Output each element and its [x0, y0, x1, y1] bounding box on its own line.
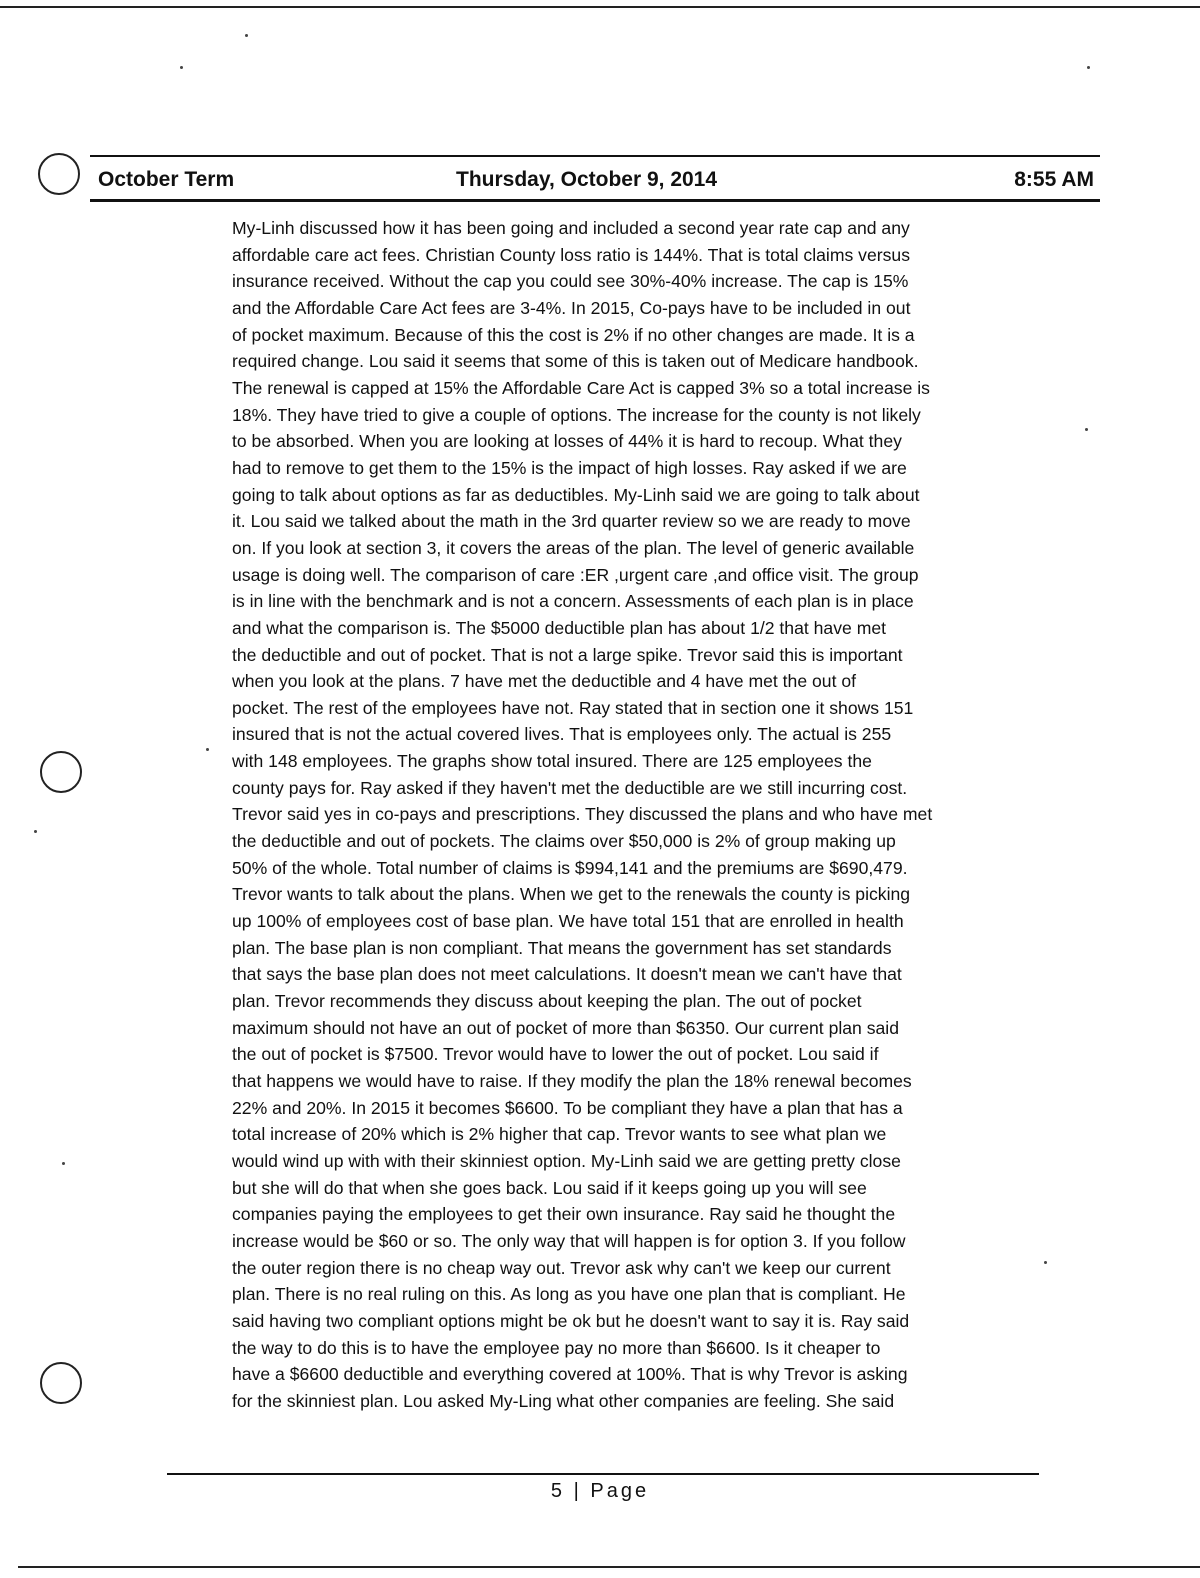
term-label: October Term [98, 168, 235, 191]
body-line: that says the base plan does not meet calculations. It doesn't mean we can't have that [232, 964, 902, 985]
scan-speck [1085, 428, 1088, 431]
body-line: pocket. The rest of the employees have not. Ray stated that in section one it shows 151 [232, 697, 914, 718]
scan-speck [1044, 1261, 1047, 1264]
page-number: 5 | Page [550, 1480, 650, 1502]
body-line: the out of pocket is $7500. Trevor would have to lower the out of pocket. Lou said if [232, 1044, 879, 1065]
body-line: and what the comparison is. The $5000 deductible plan has about 1/2 that have met [232, 617, 887, 638]
body-line: for the skinniest plan. Lou asked My-Ling what other companies are feeling. She said [232, 1390, 895, 1411]
body-line: to be absorbed. When you are looking at losses of 44% it is hard to recoup. What they [232, 431, 902, 452]
minutes-body [232, 215, 1032, 1415]
scan-speck [34, 830, 37, 833]
scan-speck [245, 34, 248, 37]
body-line: total increase of 20% which is 2% higher that cap. Trevor wants to see what plan we [232, 1124, 887, 1145]
body-line: is in line with the benchmark and is not a concern. Assessments of each plan is in place [232, 591, 914, 612]
body-line: plan. Trevor recommends they discuss about keeping the plan. The out of pocket [232, 991, 862, 1012]
body-line: had to remove to get them to the 15% is the impact of high losses. Ray asked if we are [232, 457, 907, 478]
header-bottom-rule [90, 199, 1100, 202]
body-line: plan. The base plan is non compliant. That means the government has set standards [232, 937, 892, 958]
body-line: Trevor wants to talk about the plans. When we get to the renewals the county is picking [232, 884, 911, 905]
body-line: would wind up with with their skinniest option. My-Linh said we are getting pretty close [232, 1150, 901, 1171]
scan-top-edge [0, 6, 1200, 8]
body-line: county pays for. Ray asked if they haven't met the deductible are we still incurring cost. [232, 777, 908, 798]
body-line: insurance received. Without the cap you could see 30%-40% increase. The cap is 15% [232, 271, 909, 292]
body-line: the deductible and out of pockets. The claims over $50,000 is 2% of group making up [232, 831, 896, 852]
page-header [98, 168, 1094, 198]
body-line: and the Affordable Care Act fees are 3-4%. In 2015, Co-pays have to be included in out [232, 297, 911, 318]
scan-speck [206, 748, 209, 751]
body-line: 18%. They have tried to give a couple of options. The increase for the county is not likely [232, 404, 921, 425]
body-line: said having two compliant options might be ok but he doesn't want to say it is. Ray said [232, 1310, 910, 1331]
body-line: 22% and 20%. In 2015 it becomes $6600. To be compliant they have a plan that has a [232, 1097, 903, 1118]
body-line: usage is doing well. The comparison of care :ER ,urgent care ,and office visit. The group [232, 564, 919, 585]
body-line: the deductible and out of pocket. That is not a large spike. Trevor said this is important [232, 644, 903, 665]
body-line: going to talk about options as far as deductibles. My-Linh said we are going to talk about [232, 484, 920, 505]
body-line: The renewal is capped at 15% the Affordable Care Act is capped 3% so a total increase is [232, 377, 930, 398]
body-line: when you look at the plans. 7 have met the deductible and 4 have met the out of [232, 671, 857, 692]
scan-speck [1087, 66, 1090, 69]
body-line: maximum should not have an out of pocket of more than $6350. Our current plan said [232, 1017, 899, 1038]
body-line: of pocket maximum. Because of this the cost is 2% if no other changes are made. It is a [232, 324, 915, 345]
body-line: on. If you look at section 3, it covers the areas of the plan. The level of generic available [232, 537, 915, 558]
body-line: My-Linh discussed how it has been going and included a second year rate cap and any [232, 218, 910, 238]
body-line: insured that is not the actual covered lives. That is employees only. The actual is 255 [232, 724, 892, 745]
meeting-date: Thursday, October 9, 2014 [456, 168, 718, 191]
body-line: affordable care act fees. Christian County loss ratio is 144%. That is total claims versus [232, 244, 910, 265]
footer-rule [167, 1473, 1039, 1475]
body-line: have a $6600 deductible and everything covered at 100%. That is why Trevor is asking [232, 1364, 908, 1385]
body-line: plan. There is no real ruling on this. As long as you have one plan that is compliant. He [232, 1284, 906, 1305]
body-line: companies paying the employees to get their own insurance. Ray said he thought the [232, 1204, 896, 1225]
scan-speck [62, 1162, 65, 1165]
body-line: but she will do that when she goes back. Lou said if it keeps going up you will see [232, 1177, 867, 1198]
header-top-rule [90, 155, 1100, 157]
body-line: with 148 employees. The graphs show total insured. There are 125 employees the [232, 751, 872, 772]
body-line: 50% of the whole. Total number of claims is $994,141 and the premiums are $690,479. [232, 857, 908, 878]
body-line: the outer region there is no cheap way out. Trevor ask why can't we keep our current [232, 1257, 891, 1278]
body-line: up 100% of employees cost of base plan. We have total 151 that are enrolled in health [232, 911, 904, 932]
scan-bottom-edge [18, 1566, 1200, 1568]
body-line: Trevor said yes in co-pays and prescriptions. They discussed the plans and who have met [232, 804, 933, 825]
meeting-time: 8:55 AM [1014, 168, 1094, 191]
body-line: that happens we would have to raise. If they modify the plan the 18% renewal becomes [232, 1071, 912, 1091]
body-line: increase would be $60 or so. The only way that will happen is for option 3. If you follow [232, 1230, 906, 1251]
binder-hole [40, 1362, 82, 1404]
body-line: the way to do this is to have the employee pay no more than $6600. Is it cheaper to [232, 1337, 881, 1358]
scan-speck [180, 66, 183, 69]
binder-hole [38, 153, 80, 195]
body-line: it. Lou said we talked about the math in the 3rd quarter review so we are ready to move [232, 511, 911, 532]
body-line: required change. Lou said it seems that some of this is taken out of Medicare handbook. [232, 351, 919, 372]
binder-hole [40, 751, 82, 793]
